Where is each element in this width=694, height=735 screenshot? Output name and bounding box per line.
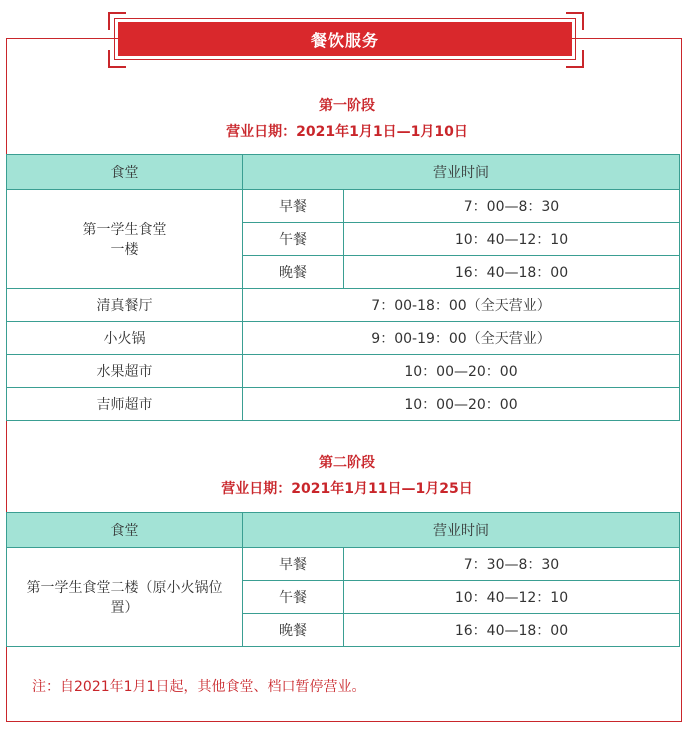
meal-name: 午餐 [243, 223, 344, 256]
canteen-name-line1: 第一学生食堂二楼（原小火锅位 [26, 580, 223, 596]
venue-time: 7：00-18：00（全天营业） [243, 289, 680, 322]
venue-name: 小火锅 [7, 322, 243, 355]
meal-name: 晚餐 [243, 256, 344, 289]
header-hours: 营业时间 [243, 155, 680, 190]
phase2-dates: 营业日期：2021年1月11日—1月25日 [221, 481, 473, 497]
meal-time: 7：00—8：30 [344, 190, 680, 223]
table-header-row [7, 513, 680, 548]
phase1-title: 第一阶段 [319, 98, 375, 114]
canteen-name-cell [7, 548, 243, 647]
meal-time: 10：40—12：10 [344, 581, 680, 614]
table-row [7, 388, 680, 421]
meal-time: 10：40—12：10 [344, 223, 680, 256]
phase2-table [6, 512, 680, 647]
meal-name: 早餐 [243, 190, 344, 223]
banner-title: 餐饮服务 [118, 22, 572, 56]
table-row [7, 548, 680, 581]
header-canteen: 食堂 [7, 513, 243, 548]
meal-name: 晚餐 [243, 614, 344, 647]
canteen-name-line2: 置） [110, 600, 139, 616]
meal-time: 7：30—8：30 [344, 548, 680, 581]
table-row [7, 190, 680, 223]
venue-name: 水果超市 [7, 355, 243, 388]
canteen-name-line1: 第一学生食堂 [82, 222, 167, 238]
meal-time: 16：40—18：00 [344, 614, 680, 647]
venue-name: 吉师超市 [7, 388, 243, 421]
table-header-row [7, 155, 680, 190]
phase2-title: 第二阶段 [319, 455, 375, 471]
table-row [7, 355, 680, 388]
venue-time: 9：00-19：00（全天营业） [243, 322, 680, 355]
meal-time: 16：40—18：00 [344, 256, 680, 289]
phase1-table [6, 154, 680, 421]
table-row [7, 289, 680, 322]
venue-time: 10：00—20：00 [243, 388, 680, 421]
canteen-name-cell [7, 190, 243, 289]
closure-note: 注：自2021年1月1日起，其他食堂、档口暂停营业。 [32, 679, 366, 695]
phase1-dates: 营业日期：2021年1月1日—1月10日 [226, 124, 468, 140]
venue-name: 清真餐厅 [7, 289, 243, 322]
header-canteen: 食堂 [7, 155, 243, 190]
canteen-name-line2: 一楼 [110, 242, 139, 258]
meal-name: 早餐 [243, 548, 344, 581]
venue-time: 10：00—20：00 [243, 355, 680, 388]
header-hours: 营业时间 [243, 513, 680, 548]
table-row [7, 322, 680, 355]
meal-name: 午餐 [243, 581, 344, 614]
